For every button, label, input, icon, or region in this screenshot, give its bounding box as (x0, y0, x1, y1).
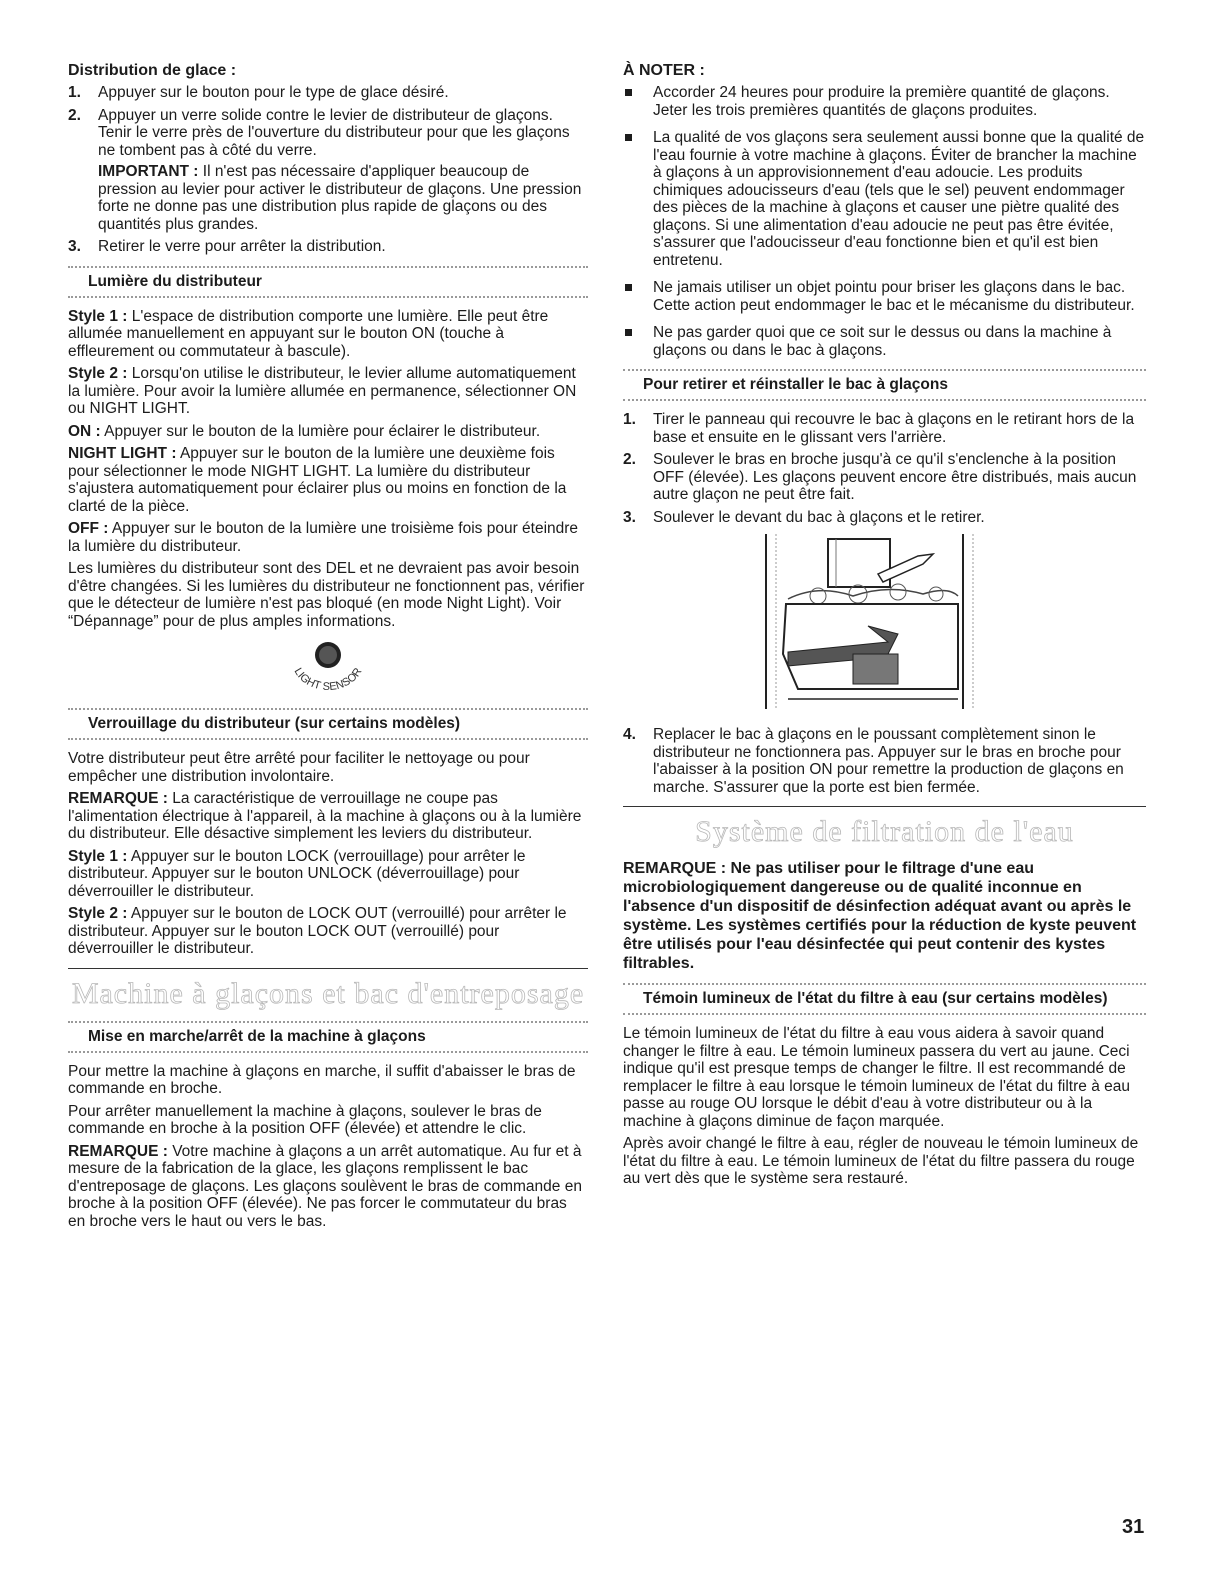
bullet-text: Ne jamais utiliser un objet pointu pour briser les glaçons dans le bac. Cette action peut endommager le bac et le mécanisme du distributeur. (653, 279, 1135, 314)
indicator-heading: Témoin lumineux de l'état du filtre à eau (sur certains modèles) (643, 990, 1108, 1007)
leds-paragraph: Les lumières du distributeur sont des DEL et ne devraient pas avoir besoin d'être changées. Si les lumières du distributeur ne fonctionnent pas, vérifier que le détecteur de lumière n'est pas bloqué (en mode Night Light). Voir “Dépannage” pour de plus amples informations. (68, 560, 585, 630)
onoff-paragraph-1: Pour mettre la machine à glaçons en marche, il suffit d'abaisser le bras de commande en broche. (68, 1062, 576, 1097)
on-text: Appuyer sur le bouton de la lumière pour éclairer le distributeur. (100, 422, 541, 440)
remove-heading: Pour retirer et réinstaller le bac à glaçons (643, 376, 948, 393)
sensor-label: LIGHT SENSOR (291, 665, 365, 694)
page-number: 31 (1122, 1516, 1145, 1538)
step-text: Appuyer sur le bouton pour le type de glace désiré. (98, 84, 449, 101)
remove-steps (623, 411, 1146, 526)
divider (623, 1013, 1146, 1015)
note-heading: À NOTER : (623, 62, 705, 79)
style1-label: Style 1 : (68, 307, 128, 325)
light-sensor-icon (278, 638, 378, 696)
distribution-steps (68, 84, 588, 256)
step-number: 2. (68, 106, 81, 124)
night-light-paragraph (68, 445, 588, 515)
lock-style1-text: Appuyer sur le bouton LOCK (verrouillage) pour arrêter le distributeur. Appuyer sur le bouton UNLOCK (déverrouillage) pour déverrouiller le distributeur. (68, 847, 526, 900)
important-label: IMPORTANT : (98, 163, 199, 180)
left-column (68, 62, 588, 1235)
bullet-text: Ne pas garder quoi que ce soit sur le dessus ou dans la machine à glaçons ou dans le bac à glaçons. (653, 324, 1112, 359)
square-bullet-icon (625, 89, 632, 96)
indicator-subsection-header (623, 983, 1146, 1015)
step-number: 1. (623, 411, 636, 428)
step-number: 1. (68, 84, 81, 101)
lock-note-paragraph (68, 790, 588, 843)
list-item (623, 279, 1146, 314)
on-paragraph (68, 423, 588, 441)
bullet-text: Accorder 24 heures pour produire la première quantité de glaçons. Jeter les trois premières quantités de glaçons produites. (653, 84, 1110, 119)
list-item (623, 451, 1146, 504)
lock-style1-label: Style 1 : (68, 847, 128, 865)
important-note (98, 163, 588, 233)
style1-text: L'espace de distribution comporte une lumière. Elle peut être allumée manuellement en appuyant sur le bouton ON (touche à effleurement ou commutateur à bascule). (68, 307, 549, 360)
square-bullet-icon (625, 134, 632, 141)
style2-text: Lorsqu'on utilise le distributeur, le levier allume automatiquement la lumière. Pour avoir la lumière allumée en permanence, sélectionner ON ou NIGHT LIGHT. (68, 365, 577, 417)
divider (68, 738, 588, 740)
lock-style2-label: Style 2 : (68, 905, 128, 922)
ice-bin-illustration (623, 534, 1146, 714)
style2-paragraph (68, 365, 588, 418)
important-text: Il n'est pas nécessaire d'appliquer beaucoup de pression au levier pour activer le distributeur de glaçons. Une pression forte ne donne pas une distribution plus rapide de glaçons ou des quantités plus grandes. (98, 163, 582, 233)
list-item (623, 129, 1146, 269)
filter-warning: REMARQUE : Ne pas utiliser pour le filtrage d'une eau microbiologiquement dangereuse ou de qualité inconnue en l'absence d'un dispositif de désinfection adéquat avant ou après le système. Les systèmes certifiés pour la réduction de kyste peuvent être utilisés pour l'eau désinfectée qui peut contenir des kystes filtrables. (623, 860, 1137, 972)
square-bullet-icon (625, 284, 632, 291)
list-item (68, 107, 588, 234)
night-light-text: Appuyer sur le bouton de la lumière une deuxième fois pour sélectionner le mode NIGHT LIGHT. La lumière du distributeur s'ajustera automatiquement pour éclairer plus ou moins en fonction de la clarté de la pièce. (68, 445, 567, 515)
step-text: Retirer le verre pour arrêter la distribution. (98, 238, 386, 255)
list-item (623, 726, 1146, 796)
remove-subsection-header (623, 369, 1146, 401)
light-sensor-figure (68, 638, 588, 698)
style2-label: Style 2 : (68, 365, 128, 382)
step-text: Replacer le bac à glaçons en le poussant complètement sinon le distributeur ne fonctionnera pas. Appuyer sur le bras en broche pour l'abaisser à la position ON pour remettre la production de glaçons en marche. S'assurer que la porte est bien fermée. (653, 726, 1124, 796)
lock-intro: Votre distributeur peut être arrêté pour faciliter le nettoyage ou pour empêcher une distribution involontaire. (68, 750, 530, 785)
off-label: OFF : (68, 520, 109, 537)
step-text: Soulever le bras en broche jusqu'à ce qu'il s'enclenche à la position OFF (élevée). Les glaçons peuvent encore être distribués, mais aucun autre glaçon ne peut être fait. (653, 451, 1137, 503)
distribution-heading: Distribution de glace : (68, 62, 237, 79)
step-number: 2. (623, 451, 636, 468)
lock-note-text: La caractéristique de verrouillage ne coupe pas l'alimentation électrique à l'appareil, à la machine à glaçons ou à la lumière du distributeur. Elle désactive simplement les leviers du distributeur. (68, 790, 582, 842)
right-column (623, 62, 1146, 1193)
step-number: 3. (623, 508, 636, 526)
night-light-label: NIGHT LIGHT : (68, 445, 177, 462)
bullet-text: La qualité de vos glaçons sera seulement aussi bonne que la qualité de l'eau fournie à votre machine à glaçons. Éviter de brancher la machine à glaçons à un approvisionnement d'eau adoucie. Les produits chimiques adoucisseurs d'eau (tels que le sel) peuvent endommager des pièces de la machine à glaçons et causer une piètre qualité des glaçons. Si une alimentation d'eau adoucie ne peut pas être évitée, s'assurer que l'adoucisseur d'eau fonctionne bien et qu'il est bien entretenu. (653, 129, 1145, 269)
onoff-note-label: REMARQUE : (68, 1142, 168, 1160)
step-number: 4. (623, 726, 636, 743)
divider (623, 399, 1146, 401)
off-paragraph (68, 520, 588, 555)
lock-style2-text: Appuyer sur le bouton de LOCK OUT (verrouillé) pour arrêter le distributeur. Appuyer sur le bouton LOCK OUT (verrouillé) pour déverrouiller le distributeur. (68, 905, 567, 957)
step-text: Appuyer un verre solide contre le levier de distributeur de glaçons. Tenir le verre près de l'ouverture du distributeur pour que les glaçons ne tombent pas à côté du verre. (98, 106, 570, 159)
note-bullets (623, 84, 1146, 359)
light-subsection-header (68, 266, 588, 298)
onoff-note-paragraph (68, 1143, 588, 1231)
onoff-paragraph-2: Pour arrêter manuellement la machine à glaçons, soulever le bras de commande en broche à la position OFF (élevée) et attendre le clic. (68, 1102, 542, 1137)
indicator-paragraph-1: Le témoin lumineux de l'état du filtre à eau vous aidera à savoir quand changer le filtre à eau. Le témoin lumineux passera du vert au jaune. Ceci indique qu'il est presque temps de changer le filtre. Il est recommandé de remplacer le filtre à eau lorsque le témoin lumineux de l'état du filtre à eau passe au rouge OU lorsque le débit d'eau à votre distributeur ou à la machine à glaçons diminue de façon marquée. (623, 1025, 1130, 1130)
ice-bin-icon (758, 534, 988, 714)
list-item (68, 84, 588, 102)
icemaker-section-header (68, 968, 588, 1011)
indicator-paragraph-2: Après avoir changé le filtre à eau, régler de nouveau le témoin lumineux de l'état du filtre à eau. Le témoin lumineux de l'état du filtre passera du rouge au vert dès que le système sera restauré. (623, 1135, 1139, 1187)
list-item (68, 238, 588, 256)
onoff-heading: Mise en marche/arrêt de la machine à glaçons (88, 1027, 426, 1045)
divider (68, 296, 588, 298)
lock-style1-paragraph (68, 848, 588, 901)
svg-text:LIGHT SENSOR (292, 666, 365, 693)
step-text: Tirer le panneau qui recouvre le bac à glaçons en le retirant hors de la base et ensuite en le glissant vers l'arrière. (653, 411, 1135, 446)
list-item (623, 411, 1146, 446)
icemaker-section-title: Machine à glaçons et bac d'entreposage (71, 976, 585, 1010)
lock-subsection-header (68, 708, 588, 740)
filter-section-header (623, 806, 1146, 849)
off-text: Appuyer sur le bouton de la lumière une troisième fois pour éteindre la lumière du distributeur. (68, 520, 579, 555)
style1-paragraph (68, 308, 588, 361)
filter-section-title: Système de filtration de l'eau (695, 815, 1074, 848)
lock-heading: Verrouillage du distributeur (sur certains modèles) (88, 715, 461, 732)
square-bullet-icon (625, 329, 632, 336)
step-number: 3. (68, 238, 81, 255)
divider (68, 1051, 588, 1053)
onoff-subsection-header (68, 1021, 588, 1053)
list-item (623, 84, 1146, 119)
step-text: Soulever le devant du bac à glaçons et le retirer. (653, 508, 985, 526)
light-heading: Lumière du distributeur (88, 272, 262, 290)
lock-note-label: REMARQUE : (68, 790, 168, 807)
lock-style2-paragraph (68, 905, 588, 958)
remove-step-4 (623, 726, 1146, 796)
onoff-note-text: Votre machine à glaçons a un arrêt automatique. Au fur et à mesure de la fabrication de la glace, les glaçons remplissent le bac d'entreposage de glaçons. Les glaçons soulèvent le bras de commande en broche à la position OFF (élevée). Ne pas forcer le commutateur du bras en broche vers le haut ou vers le bas. (68, 1142, 582, 1230)
list-item (623, 509, 1146, 527)
list-item (623, 324, 1146, 359)
on-label: ON : (68, 422, 101, 440)
